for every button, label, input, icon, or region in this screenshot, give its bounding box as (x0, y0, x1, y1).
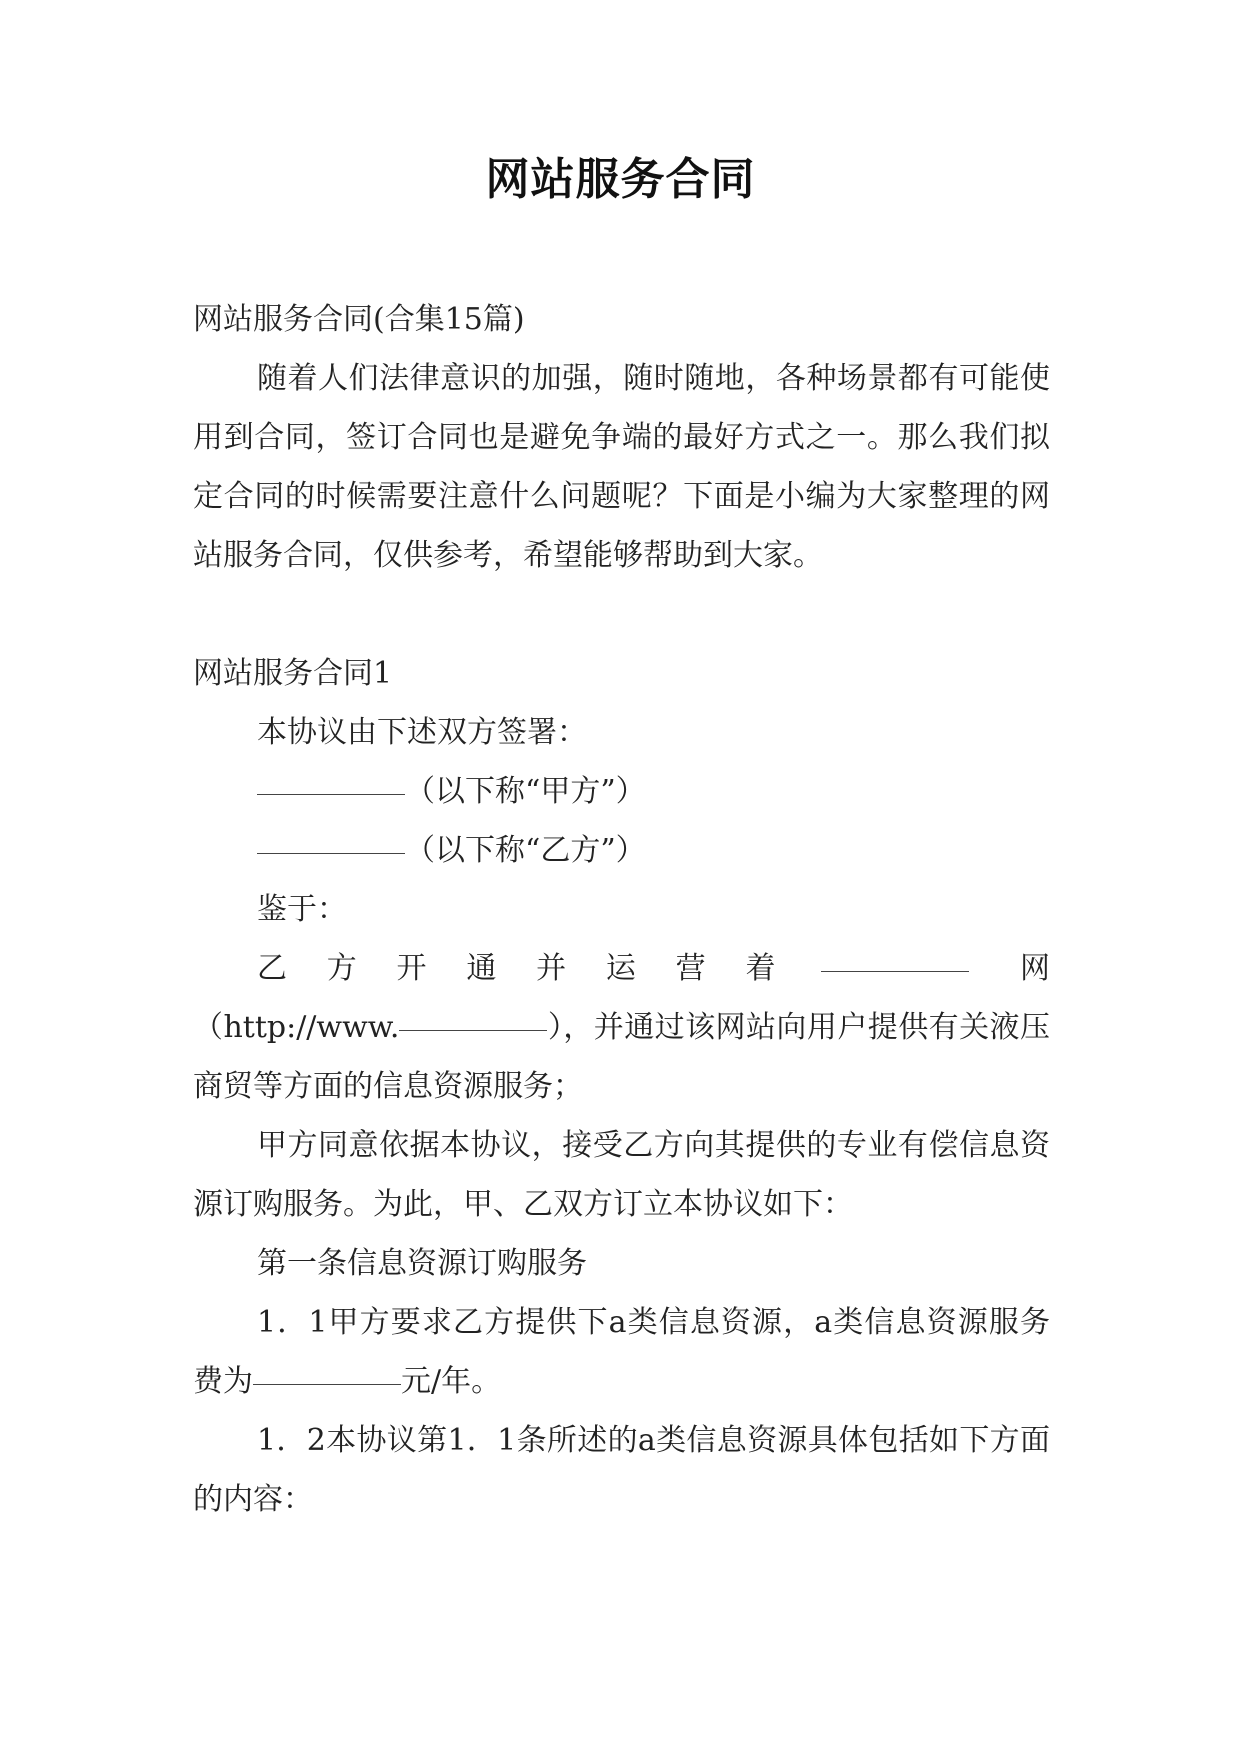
whereas-suffix: 网 (1007, 951, 1051, 986)
whereas-paragraph (193, 939, 1050, 1116)
party-a-blank (257, 793, 405, 795)
party-a-line (193, 762, 1050, 821)
whereas-url-prefix: （http://www. (193, 1010, 400, 1045)
party-b-line (193, 821, 1050, 880)
paragraph-gap (193, 585, 1050, 644)
site-name-blank (821, 970, 969, 972)
document-body (193, 290, 1050, 1529)
whereas-label: 鉴于： (257, 892, 347, 927)
section-heading: 网站服务合同1 (193, 656, 393, 691)
agree-paragraph: 甲方同意依据本协议，接受乙方向其提供的专业有偿信息资源订购服务。为此，甲、乙双方订立本协议如下： (193, 1128, 1050, 1222)
party-b-blank (257, 852, 405, 854)
intro-paragraph: 随着人们法律意识的加强，随时随地，各种场景都有可能使用到合同，签订合同也是避免争端的最好方式之一。那么我们拟定合同的时候需要注意什么问题呢？下面是小编为大家整理的网站服务合同，仅供参考，希望能够帮助到大家。 (193, 361, 1050, 573)
article-1-heading: 第一条信息资源订购服务 (257, 1246, 587, 1281)
fee-blank (253, 1383, 401, 1385)
whereas-url-suffix: ），并通过该网站向用户提供有关液压商贸等方面的信息资源服务； (193, 1010, 1050, 1104)
clause-1-2: 1．2本协议第1．1条所述的a类信息资源具体包括如下方面的内容： (193, 1423, 1050, 1517)
party-b-suffix: （以下称“乙方”） (405, 833, 646, 868)
clause-1-1-prefix: 1．1甲方要求乙方提供下a类信息资源，a类信息资源服务费为 (193, 1305, 1050, 1399)
document-title: 网站服务合同 (485, 154, 756, 205)
party-a-suffix: （以下称“甲方”） (405, 774, 646, 809)
whereas-prefix: 乙方开通并运营着 (257, 951, 816, 986)
agreement-intro: 本协议由下述双方签署： (257, 715, 587, 750)
clause-1-1 (193, 1293, 1050, 1411)
url-blank (399, 1029, 547, 1031)
clause-1-1-suffix: 元/年。 (401, 1364, 502, 1399)
document-subtitle: 网站服务合同(合集15篇) (193, 302, 525, 337)
